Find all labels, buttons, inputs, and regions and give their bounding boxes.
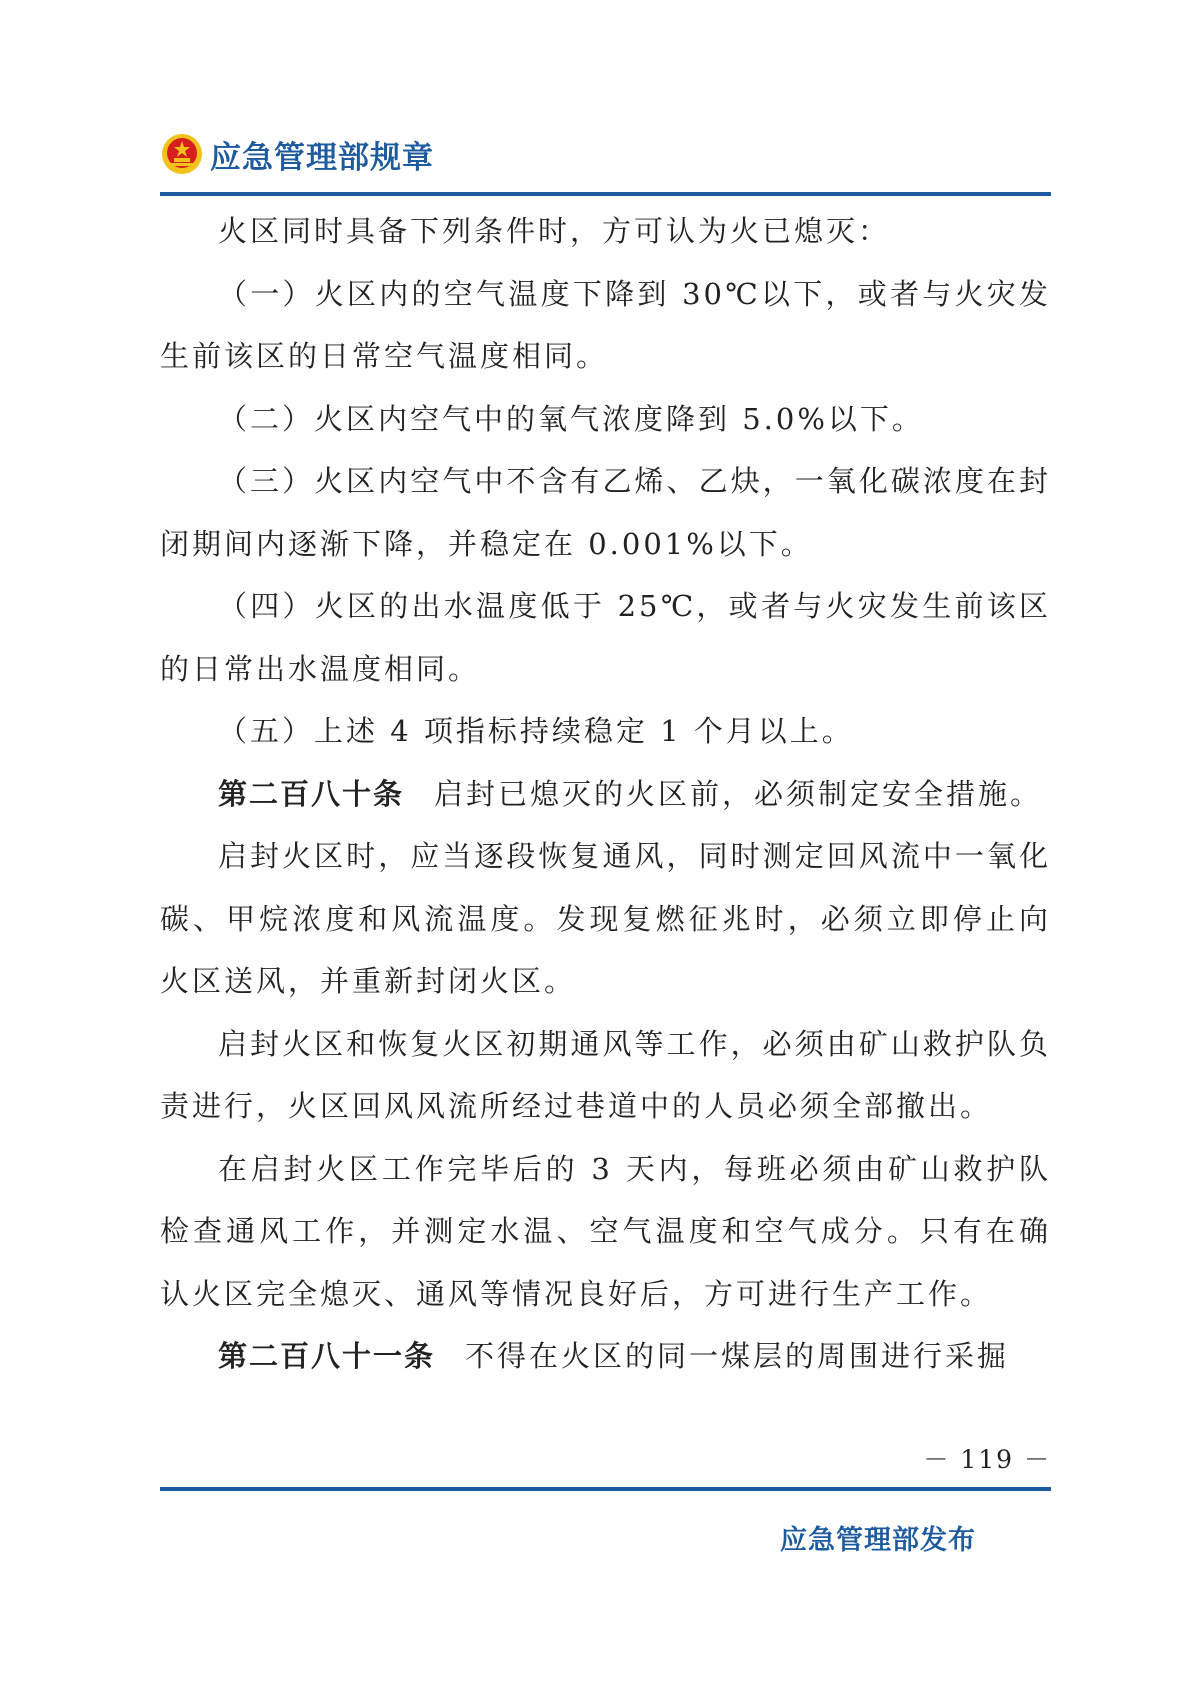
paragraph: （四）火区的出水温度低于 25℃，或者与火灾发生前该区的日常出水温度相同。 bbox=[160, 589, 1051, 686]
header-divider bbox=[160, 192, 1051, 196]
paragraph: （三）火区内空气中不含有乙烯、乙炔，一氧化碳浓度在封闭期间内逐渐下降，并稳定在 0.001%以下。 bbox=[160, 464, 1051, 561]
footer-divider bbox=[160, 1487, 1051, 1491]
paragraph: （五）上述 4 项指标持续稳定 1 个月以上。 bbox=[218, 714, 854, 748]
paragraph: 启封火区和恢复火区初期通风等工作，必须由矿山救护队负责进行，火区回风风流所经过巷道中的人员必须全部撤出。 bbox=[160, 1026, 1051, 1123]
paragraph-article: 第二百八十一条 不得在火区的同一煤层的周围进行采掘 bbox=[218, 1339, 1010, 1373]
article-heading: 第二百八十条 bbox=[218, 776, 405, 811]
paragraph: （二）火区内空气中的氧气浓度降到 5.0%以下。 bbox=[218, 401, 924, 436]
paragraph: 火区同时具备下列条件时，方可认为火已熄灭： bbox=[218, 214, 891, 248]
page-number: － 119 － bbox=[923, 1445, 1051, 1474]
paragraph-article: 第二百八十条 启封已熄灭的火区前，必须制定安全措施。 bbox=[218, 776, 1043, 811]
national-emblem-icon bbox=[160, 132, 204, 176]
paragraph: 启封火区时，应当逐段恢复通风，同时测定回风流中一氧化碳、甲烷浓度和风流温度。发现复燃征兆时，必须立即停止向火区送风，并重新封闭火区。 bbox=[160, 839, 1051, 998]
footer-publisher: 应急管理部发布 bbox=[780, 1525, 976, 1556]
document-body bbox=[160, 200, 1051, 1388]
page-header bbox=[160, 128, 434, 180]
paragraph: 在启封火区工作完毕后的 3 天内，每班必须由矿山救护队检查通风工作，并测定水温、空气温度和空气成分。只有在确认火区完全熄灭、通风等情况良好后，方可进行生产工作。 bbox=[160, 1151, 1051, 1311]
paragraph: （一）火区内的空气温度下降到 30℃以下，或者与火灾发生前该区的日常空气温度相同。 bbox=[160, 276, 1051, 373]
article-heading: 第二百八十一条 bbox=[218, 1339, 436, 1373]
header-title: 应急管理部规章 bbox=[210, 139, 434, 176]
